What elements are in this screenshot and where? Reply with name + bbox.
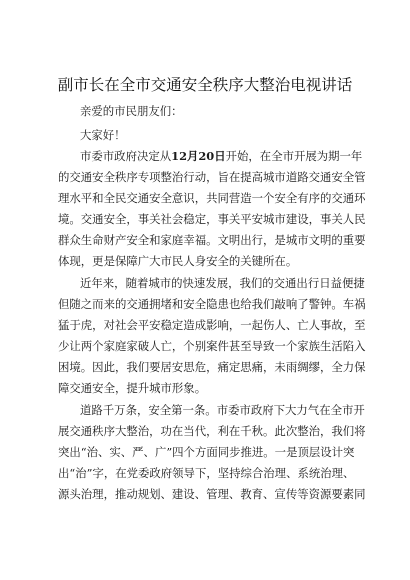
paragraph1-line1-before: 市委市政府决定从 (80, 149, 172, 163)
paragraph1-line3: 理水平和全民交通安全意识，共同营造一个安全有序的交通环 (58, 191, 366, 205)
paragraph3-line2: 展交通秩序大整治，功在当代，利在千秋。此次整治，我们将 (58, 424, 366, 438)
paragraph2-line1: 近年来，随着城市的快速发展，我们的交通出行日益便捷 (80, 276, 365, 290)
paragraph2-line5: 困境。因此，我们要居安思危，痛定思痛，未雨绸缪，全力保 (58, 360, 366, 374)
paragraph3-line3: 突出“治、实、严、广”四个方面同步推进。一是顶层设计突 (58, 445, 355, 459)
paragraph2-line6: 障交通安全，提升城市形象。 (58, 381, 207, 395)
greeting: 大家好！ (80, 128, 126, 142)
paragraph2-line3: 猛于虎，对社会平安稳定造成影响，一起伤人、亡人事故，至 (58, 318, 366, 332)
paragraph1-line5: 群众生命财产安全和家庭幸福。文明出行，是城市文明的重要 (58, 233, 366, 247)
paragraph3-line5: 源头治理，推动规划、建设、管理、教育、宣传等资源要素同 (58, 487, 366, 501)
paragraph3-line1: 道路千万条，安全第一条。市委市政府下大力气在全市开 (80, 403, 365, 417)
paragraph1-line2: 的交通安全秩序专项整治行动，旨在提高城市道路交通安全管 (58, 170, 366, 184)
paragraph2-line4: 少让两个家庭家破人亡，个别案件甚至导致一个家族生活陷入 (58, 339, 366, 353)
start-date: 12月20日 (171, 149, 226, 163)
paragraph1-line6: 体现，更是保障广大市民人身安全的关键所在。 (58, 254, 298, 268)
document-title: 副市长在全市交通安全秩序大整治电视讲话 (57, 76, 353, 94)
paragraph3-line4: 出“治”字，在党委政府领导下，坚持综合治理、系统治理、 (58, 466, 355, 480)
paragraph2-line2: 但随之而来的交通拥堵和安全隐患也给我们敲响了警钟。车祸 (58, 297, 366, 311)
paragraph1-line1-after: 开始，在全市开展为期一年 (225, 149, 363, 163)
paragraph1-line1 (80, 147, 362, 165)
paragraph1-line4: 境。交通安全，事关社会稳定，事关平安城市建设，事关人民 (58, 212, 366, 226)
salutation: 亲爱的市民朋友们： (80, 104, 183, 118)
